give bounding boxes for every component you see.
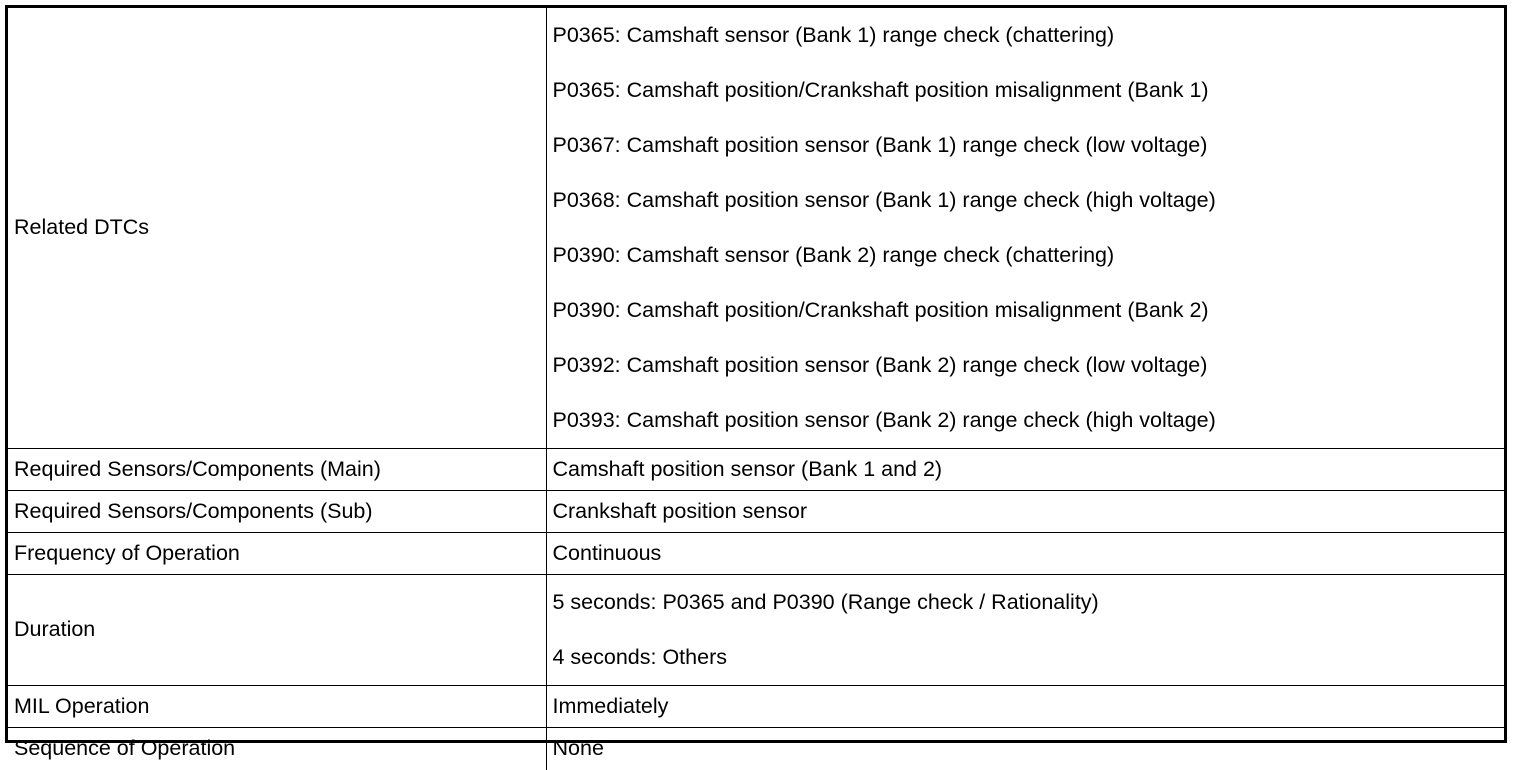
table-row-sensors-main <box>8 449 1504 491</box>
dtc-line: P0390: Camshaft sensor (Bank 2) range check (chattering) <box>552 243 1115 267</box>
row-value-frequency: Continuous <box>546 533 1504 575</box>
table-row-related-dtcs <box>8 8 1504 449</box>
dtc-line: P0390: Camshaft position/Crankshaft position misalignment (Bank 2) <box>552 298 1209 322</box>
row-label-duration: Duration <box>8 575 546 686</box>
row-label-sensors-sub: Required Sensors/Components (Sub) <box>8 491 546 533</box>
dtc-line: P0392: Camshaft position sensor (Bank 2) range check (low voltage) <box>552 353 1208 377</box>
row-label-mil: MIL Operation <box>8 686 546 728</box>
duration-line: 5 seconds: P0365 and P0390 (Range check / Rationality) <box>552 590 1099 614</box>
table-row-sequence <box>8 728 1504 770</box>
table-row-duration <box>8 575 1504 686</box>
dtc-line: P0368: Camshaft position sensor (Bank 1) range check (high voltage) <box>552 188 1216 212</box>
row-value-sensors-main: Camshaft position sensor (Bank 1 and 2) <box>546 449 1504 491</box>
monitor-description-table <box>5 5 1507 760</box>
table <box>8 8 1504 770</box>
dtc-line: P0367: Camshaft position sensor (Bank 1) range check (low voltage) <box>552 133 1208 157</box>
dtc-line: P0365: Camshaft sensor (Bank 1) range check (chattering) <box>552 23 1115 47</box>
row-label-frequency: Frequency of Operation <box>8 533 546 575</box>
table-row-sensors-sub <box>8 491 1504 533</box>
row-value-sequence: None <box>546 728 1504 770</box>
row-label-sensors-main: Required Sensors/Components (Main) <box>8 449 546 491</box>
table-row-mil <box>8 686 1504 728</box>
row-value-mil: Immediately <box>546 686 1504 728</box>
table-row-frequency <box>8 533 1504 575</box>
row-value-duration <box>546 575 1504 686</box>
duration-line: 4 seconds: Others <box>552 645 727 669</box>
row-label-related-dtcs: Related DTCs <box>8 8 546 449</box>
dtc-line: P0365: Camshaft position/Crankshaft position misalignment (Bank 1) <box>552 78 1209 102</box>
row-value-sensors-sub: Crankshaft position sensor <box>546 491 1504 533</box>
row-value-related-dtcs <box>546 8 1504 449</box>
row-label-sequence: Sequence of Operation <box>8 728 546 770</box>
dtc-line: P0393: Camshaft position sensor (Bank 2) range check (high voltage) <box>552 408 1216 432</box>
